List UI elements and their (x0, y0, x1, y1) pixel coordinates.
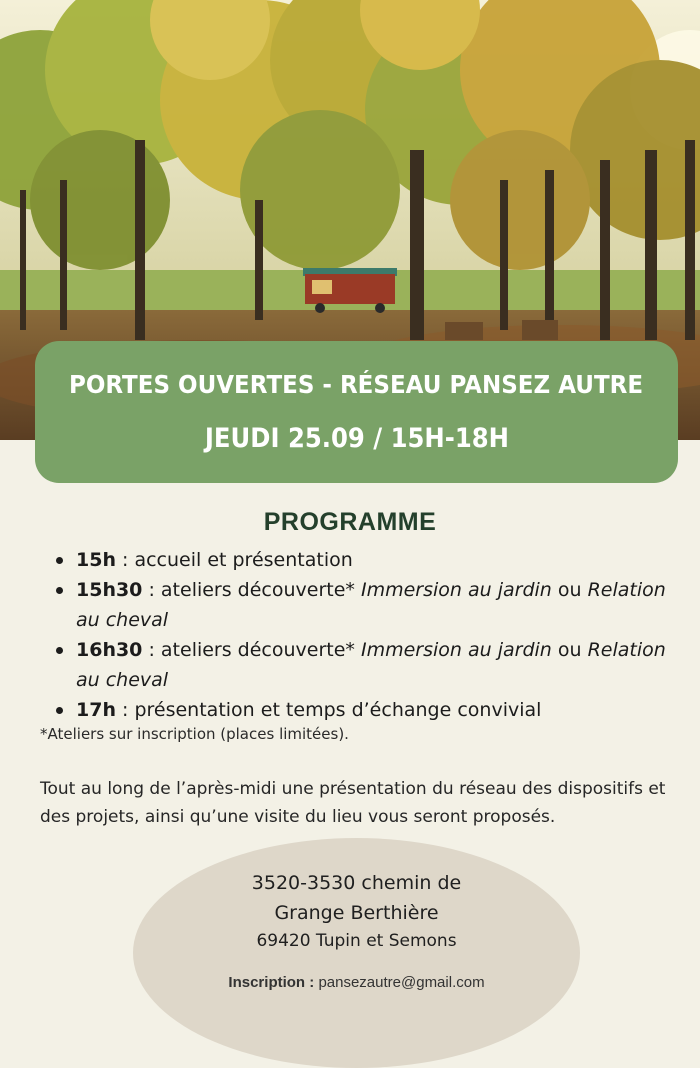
inscription-line (133, 974, 580, 991)
item-text: ateliers découverte* (160, 579, 361, 601)
address-block (133, 868, 580, 954)
item-workshop-garden: Immersion au jardin (360, 579, 552, 601)
item-or: ou (551, 639, 588, 661)
item-separator: : (115, 699, 135, 721)
programme-list (42, 545, 682, 725)
item-time: 16h30 (76, 639, 143, 661)
programme-heading: PROGRAMME (263, 508, 437, 536)
inscription-label: Inscription : (228, 974, 315, 991)
item-or: ou (551, 579, 588, 601)
item-text: accueil et présentation (134, 549, 353, 571)
item-text: présentation et temps d’échange convivial (134, 699, 542, 721)
list-item (42, 545, 682, 575)
list-item (42, 575, 682, 635)
event-title: PORTES OUVERTES - RÉSEAU PANSEZ AUTRE (69, 370, 644, 399)
address-line-3: 69420 Tupin et Semons (256, 931, 457, 951)
event-date: JEUDI 25.09 / 15H-18H (204, 423, 509, 454)
event-banner (35, 341, 678, 483)
item-separator: : (115, 549, 135, 571)
item-separator: : (142, 639, 161, 661)
address-line-1: 3520-3530 chemin de (251, 872, 462, 894)
item-workshop-horse: Relation au cheval (76, 579, 666, 631)
list-item (42, 635, 682, 695)
item-text: ateliers découverte* (160, 639, 361, 661)
item-time: 15h30 (76, 579, 143, 601)
item-workshop-horse: Relation au cheval (76, 639, 666, 691)
item-workshop-garden: Immersion au jardin (360, 639, 552, 661)
list-item (42, 695, 682, 725)
inscription-email[interactable]: pansezautre@gmail.com (318, 974, 485, 991)
item-separator: : (142, 579, 161, 601)
item-time: 17h (76, 699, 116, 721)
workshop-note: *Ateliers sur inscription (places limitées). (40, 725, 349, 743)
description-paragraph: Tout au long de l’après-midi une présentation du réseau des dispositifs et des projets, ainsi qu’une visite du lieu vous seront proposés. (40, 779, 666, 827)
item-time: 15h (76, 549, 116, 571)
address-line-2: Grange Berthière (274, 902, 439, 924)
